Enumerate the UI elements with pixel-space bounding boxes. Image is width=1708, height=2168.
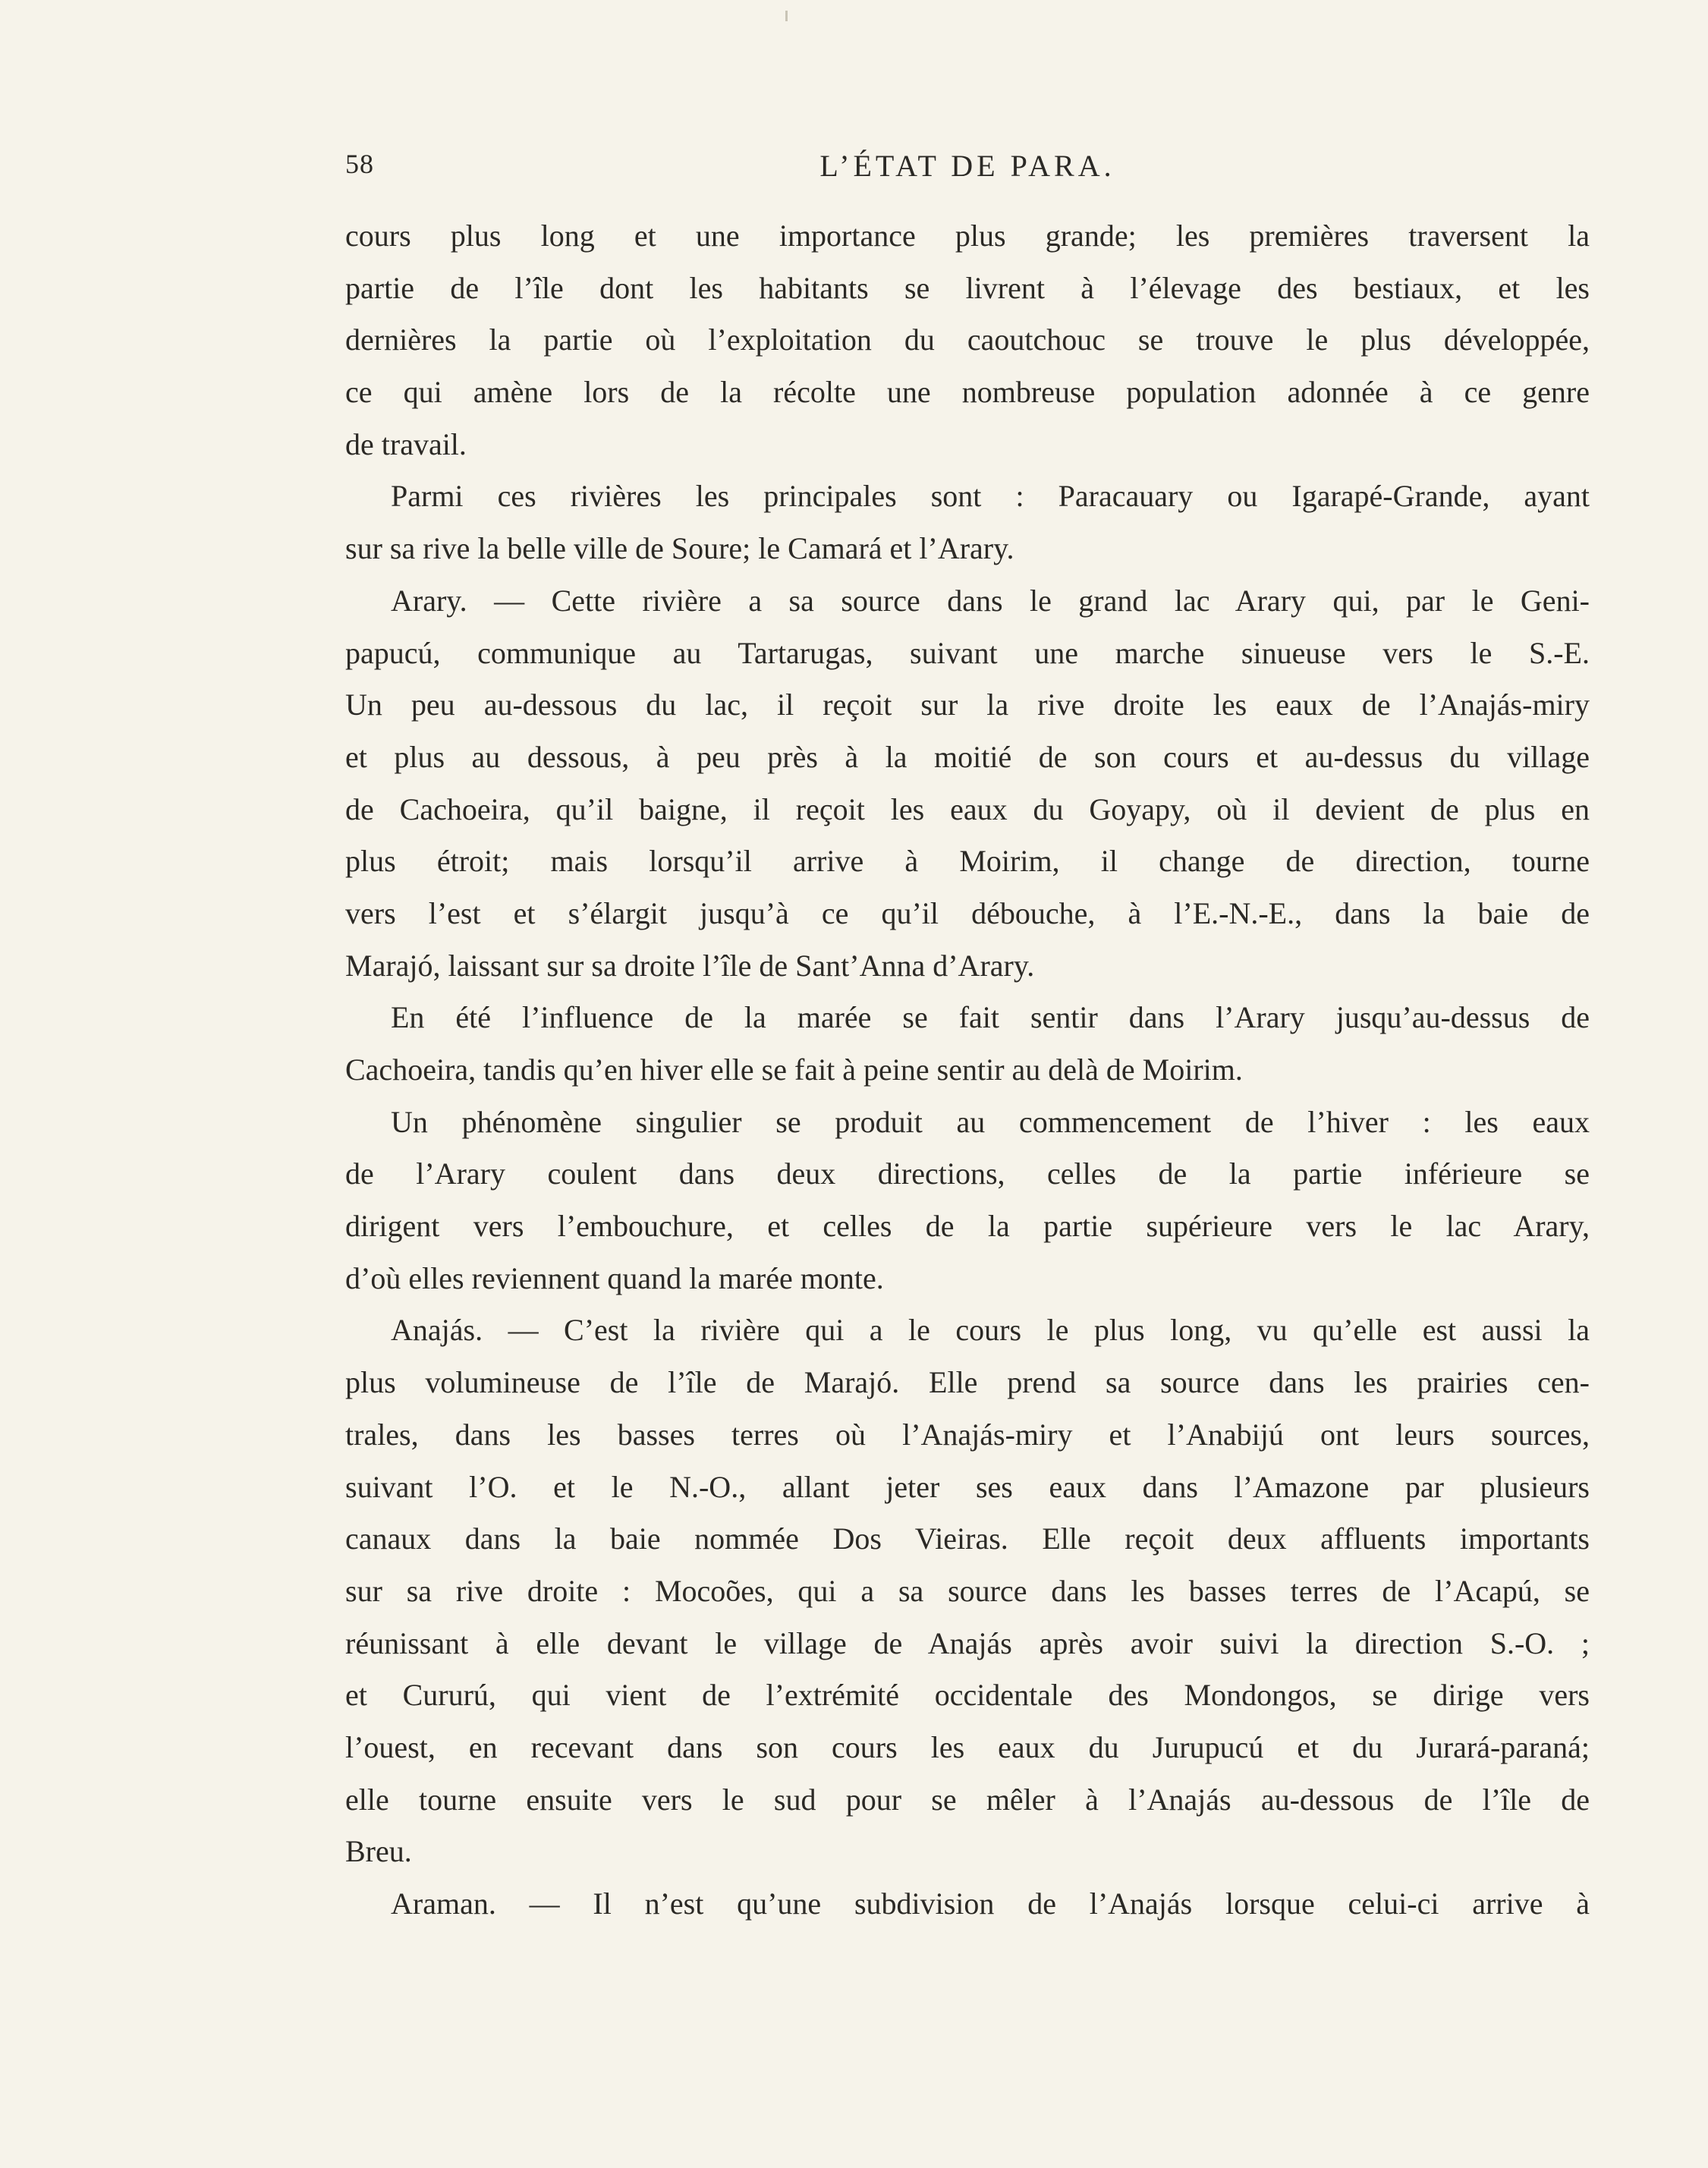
text-line: réunissant à elle devant le village de Anajás après avoir suivi la direction S.-O. ;: [345, 1625, 1590, 1660]
text-line: elle tourne ensuite vers le sud pour se mêler à l’Anajás au-dessous de l’île de: [345, 1782, 1590, 1817]
text-line: papucú, communique au Tartarugas, suivant une marche sinueuse vers le S.-E.: [345, 635, 1590, 670]
text-line: et Cururú, qui vient de l’extrémité occidentale des Mondongos, se dirige vers: [345, 1678, 1590, 1713]
text-line: suivant l’O. et le N.-O., allant jeter ses eaux dans l’Amazone par plusieurs: [345, 1469, 1590, 1504]
running-title: L’ÉTAT DE PARA.: [819, 149, 1115, 183]
page-mark: [785, 11, 788, 21]
text-line: canaux dans la baie nommée Dos Vieiras. Elle reçoit deux affluents importants: [345, 1521, 1590, 1556]
text-line: Anajás. — C’est la rivière qui a le cours le plus long, vu qu’elle est aussi la: [391, 1313, 1590, 1348]
paragraph: [345, 1878, 1590, 1930]
text-line: plus étroit; mais lorsqu’il arrive à Moirim, il change de direction, tourne: [345, 844, 1590, 879]
text-line: Cachoeira, tandis qu’en hiver elle se fait à peine sentir au delà de Moirim.: [345, 1053, 1243, 1087]
text-line: sur sa rive la belle ville de Soure; le Camará et l’Arary.: [345, 531, 1014, 566]
text-line: et plus au dessous, à peu près à la moitié de son cours et au-dessus du village: [345, 739, 1590, 774]
paragraph: [345, 1097, 1590, 1305]
paragraph: [345, 1304, 1590, 1878]
page-header: [345, 148, 1590, 194]
text-line: Un peu au-dessous du lac, il reçoit sur la rive droite les eaux de l’Anajás-miry: [345, 688, 1590, 722]
body-text: [345, 210, 1590, 1930]
text-line: Parmi ces rivières les principales sont : Paracauary ou Igarapé-Grande, ayant: [391, 479, 1590, 514]
text-line: En été l’influence de la marée se fait sentir dans l’Arary jusqu’au-dessus de: [391, 1000, 1590, 1035]
text-line: de l’Arary coulent dans deux directions, celles de la partie inférieure se: [345, 1156, 1590, 1191]
text-line: Breu.: [345, 1834, 412, 1869]
text-line: sur sa rive droite : Mocoões, qui a sa source dans les basses terres de l’Acapú, se: [345, 1573, 1590, 1608]
text-line: de Cachoeira, qu’il baigne, il reçoit les eaux du Goyapy, où il devient de plus en: [345, 791, 1590, 826]
text-line: dernières la partie où l’exploitation du caoutchouc se trouve le plus développée,: [345, 323, 1590, 357]
text-line: Marajó, laissant sur sa droite l’île de Sant’Anna d’Arary.: [345, 948, 1035, 983]
text-line: plus volumineuse de l’île de Marajó. Elle prend sa source dans les prairies cen-: [345, 1365, 1590, 1400]
text-line: trales, dans les basses terres où l’Anajás-miry et l’Anabijú ont leurs sources,: [345, 1417, 1590, 1452]
text-line: Arary. — Cette rivière a sa source dans le grand lac Arary qui, par le Geni-: [391, 583, 1590, 618]
paragraph: [345, 575, 1590, 993]
text-line: ce qui amène lors de la récolte une nombreuse population adonnée à ce genre: [345, 375, 1590, 410]
text-line: d’où elles reviennent quand la marée monte.: [345, 1260, 884, 1295]
text-line: partie de l’île dont les habitants se livrent à l’élevage des bestiaux, et les: [345, 270, 1590, 305]
paragraph: [345, 470, 1590, 574]
text-line: vers l’est et s’élargit jusqu’à ce qu’il débouche, à l’E.-N.-E., dans la baie de: [345, 895, 1590, 930]
paragraph: [345, 992, 1590, 1096]
text-line: dirigent vers l’embouchure, et celles de la partie supérieure vers le lac Arary,: [345, 1209, 1590, 1244]
text-line: Un phénomène singulier se produit au commencement de l’hiver : les eaux: [391, 1104, 1590, 1139]
text-line: l’ouest, en recevant dans son cours les eaux du Jurupucú et du Jurará-paraná;: [345, 1729, 1590, 1764]
text-line: de travail.: [345, 426, 467, 461]
page-number: 58: [345, 149, 374, 179]
paragraph: [345, 210, 1590, 470]
text-line: cours plus long et une importance plus grande; les premières traversent la: [345, 219, 1590, 253]
text-line: Araman. — Il n’est qu’une subdivision de l’Anajás lorsque celui-ci arrive à: [391, 1886, 1590, 1921]
